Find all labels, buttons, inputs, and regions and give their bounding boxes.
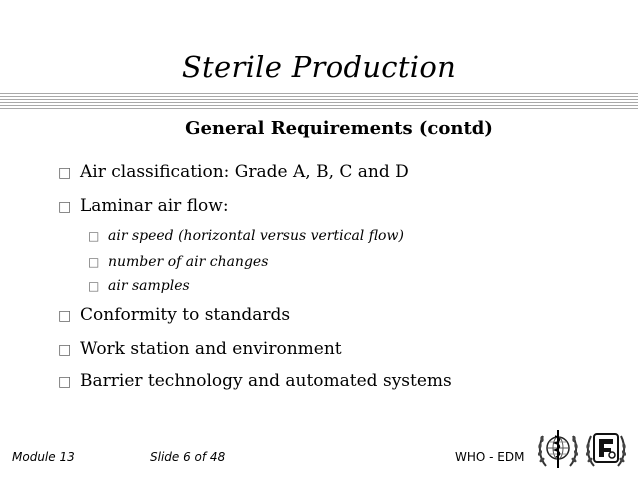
bullet-box-icon: □ <box>88 279 100 293</box>
bullet-box-icon: □ <box>58 374 72 390</box>
sub-bullet-text: air samples <box>108 278 190 294</box>
slide-subtitle: General Requirements (contd) <box>185 118 493 139</box>
sub-bullet-text: number of air changes <box>108 254 269 270</box>
bullet-item <box>58 305 291 325</box>
footer-slide-number: Slide 6 of 48 <box>150 450 226 464</box>
footer-organization: WHO - EDM <box>455 450 525 464</box>
bullet-text: Air classification: Grade A, B, C and D <box>80 162 409 182</box>
footer-module: Module 13 <box>12 450 75 464</box>
bullet-text: Conformity to standards <box>80 305 291 325</box>
bullet-box-icon: □ <box>58 342 72 358</box>
bullet-box-icon: □ <box>88 255 100 269</box>
bullet-text: Barrier technology and automated systems <box>80 371 452 391</box>
bullet-item <box>58 162 409 182</box>
bullet-item <box>58 371 452 391</box>
bullet-box-icon: □ <box>58 199 72 215</box>
bullet-item <box>58 339 342 359</box>
sub-bullet-text: air speed (horizontal versus vertical flow) <box>108 228 404 244</box>
sub-bullet-item <box>88 228 404 244</box>
bullet-box-icon: □ <box>88 229 100 243</box>
who-emblem-icon <box>536 424 580 472</box>
bullet-box-icon: □ <box>58 308 72 324</box>
bullet-item <box>58 196 229 216</box>
bullet-box-icon: □ <box>58 165 72 181</box>
title-underline-rule <box>0 93 638 109</box>
sub-bullet-item <box>88 278 190 294</box>
slide-title: Sterile Production <box>181 50 457 84</box>
edm-logo-icon <box>584 424 628 472</box>
bullet-text: Work station and environment <box>80 339 342 359</box>
sub-bullet-item <box>88 254 269 270</box>
bullet-text: Laminar air flow: <box>80 196 229 216</box>
